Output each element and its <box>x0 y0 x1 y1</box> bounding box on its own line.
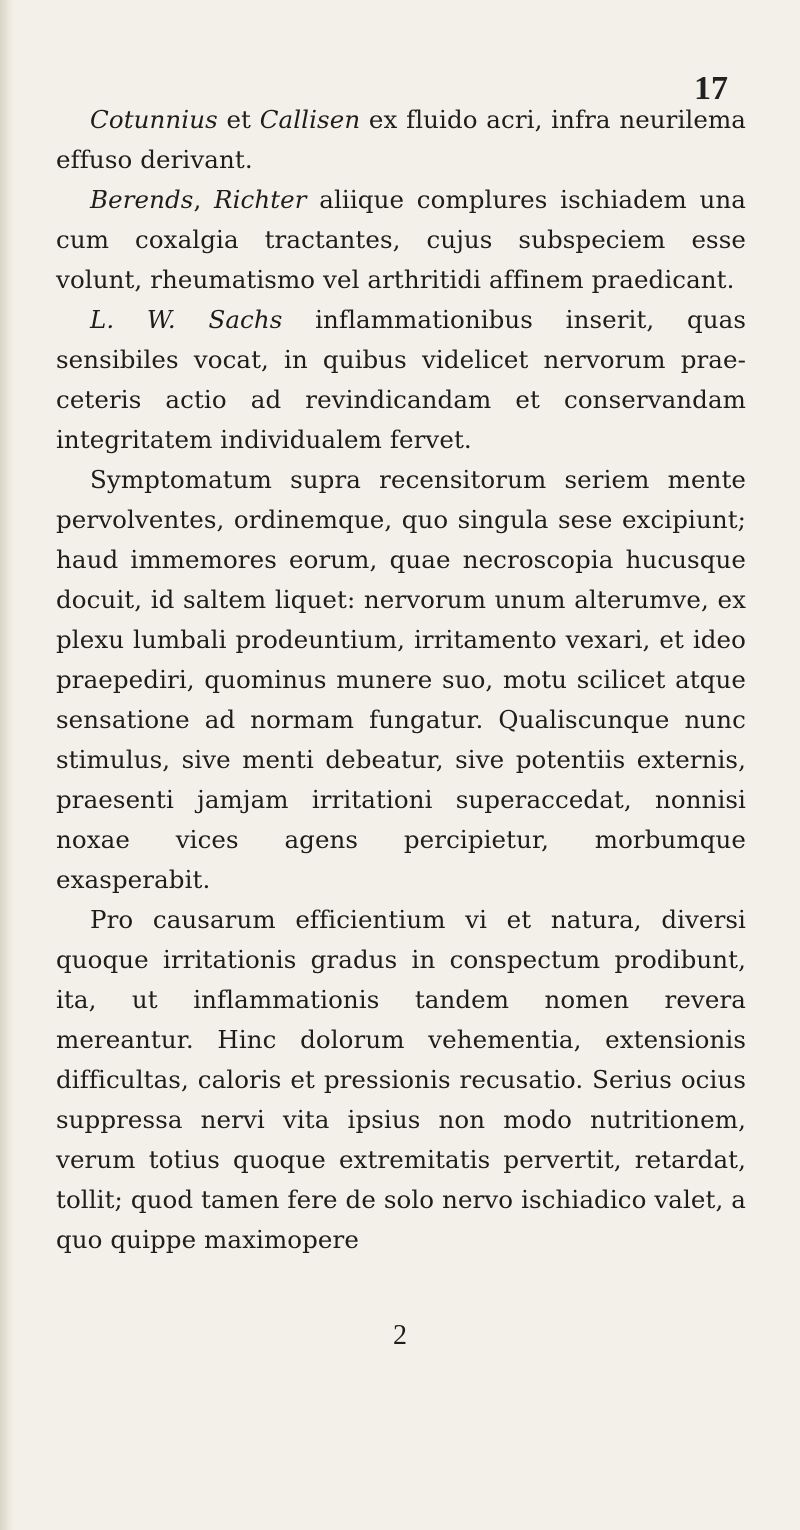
author-name: Cotunnius <box>90 105 218 134</box>
text-run: inflammationibus inserit, quas sensibiles vocat, in quibus videlicet nervorum prae-ceteris actio ad revindicandam et conservandam integritatem individualem fervet. <box>56 305 747 454</box>
paragraph <box>56 900 746 1260</box>
paragraph <box>56 460 746 900</box>
text-run: Pro causarum efficientium vi et natura, diversi quoque irritationis gradus in conspectum prodibunt, ita, ut inflammationis tandem nomen revera mereantur. Hinc dolorum vehementia, extensionis difficultas, caloris et pressionis recusatio. Serius ocius suppressa nervi vita ipsius non modo nutritionem, verum totius quoque extremitatis pervertit, retardat, tollit; quod tamen fere de solo nervo ischiadico valet, a quo quippe maximopere <box>56 905 746 1254</box>
page-number: 17 <box>694 70 728 107</box>
author-name: L. W. Sachs <box>90 305 283 334</box>
paragraph <box>56 180 746 300</box>
signature-mark: 2 <box>393 1320 407 1351</box>
paragraph <box>56 100 746 180</box>
text-run: et <box>217 105 260 134</box>
binding-edge <box>0 0 14 1530</box>
text-run: , <box>193 185 215 214</box>
paragraph <box>56 300 746 460</box>
author-name: Richter <box>214 185 307 214</box>
text-run: Symptomatum supra recensitorum seriem mente pervolventes, ordinemque, quo singula sese excipiunt; haud immemores eorum, quae necroscopia hucusque docuit, id saltem liquet: nervorum unum alterumve, ex plexu lumbali prodeuntium, irritamento vexari, et ideo praepediri, quominus munere suo, motu scilicet atque sensatione ad normam fungatur. Qualiscunque nunc stimulus, sive menti debeatur, sive potentiis externis, praesenti jamjam irritationi superaccedat, nonnisi noxae vices agens percipietur, morbumque exasperabit. <box>56 465 746 894</box>
author-name: Berends <box>90 185 194 214</box>
text-run: ex fluido acri, infra neurilema effuso derivant. <box>56 105 746 174</box>
author-name: Callisen <box>259 105 361 134</box>
body-text <box>56 100 746 1260</box>
text-run: aliique complures ischiadem una cum coxalgia tractantes, cujus subspeciem esse volunt, rheumatismo vel arthritidi affinem praedicant. <box>56 185 746 294</box>
